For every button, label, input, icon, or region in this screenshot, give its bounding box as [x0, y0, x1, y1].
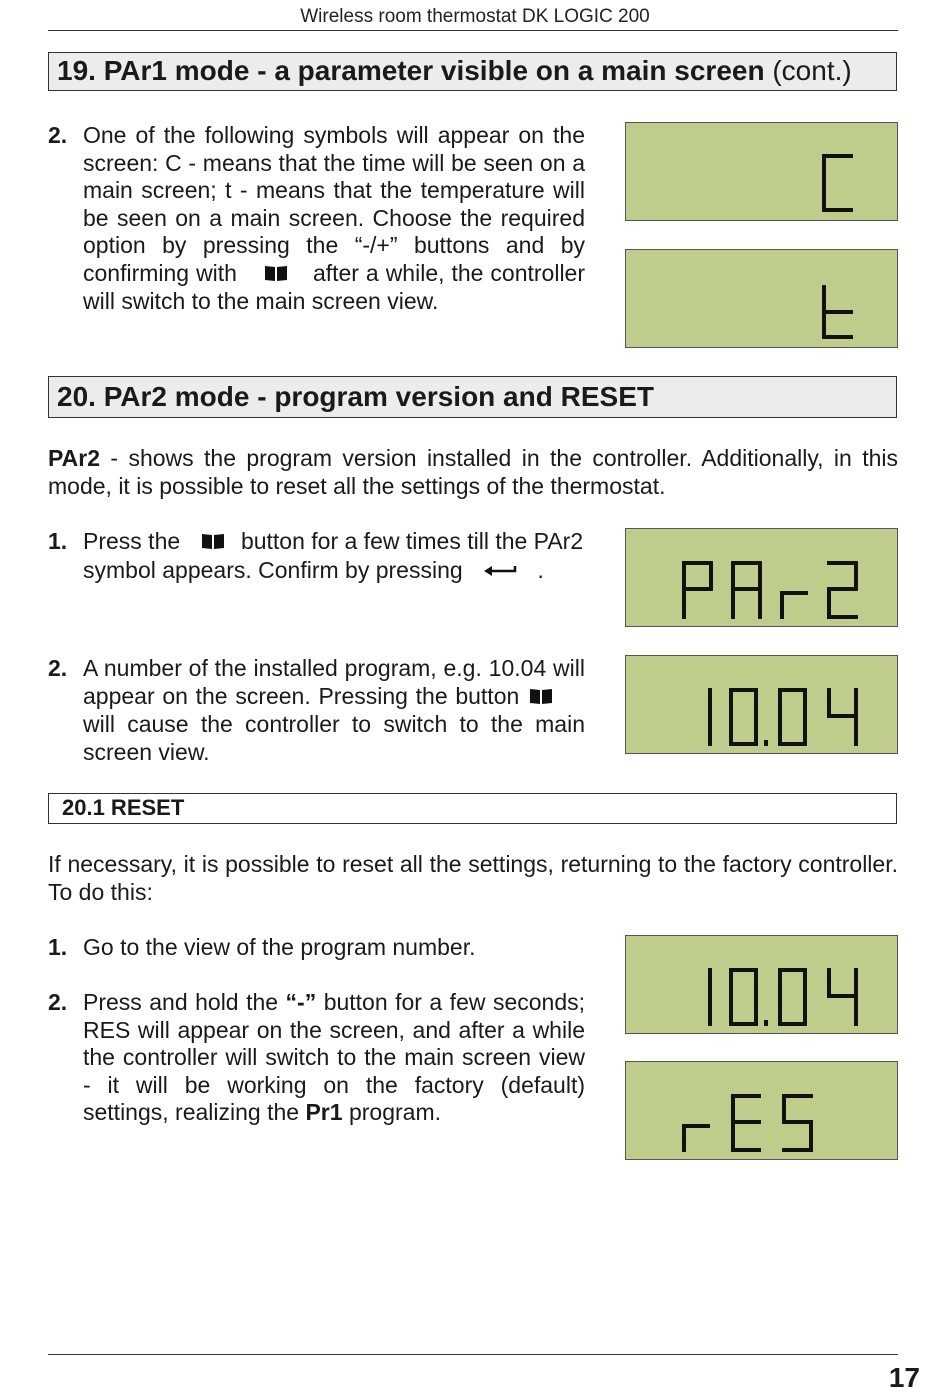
s19-step-2-text-b: after a while, the controller will switch to the main screen view.	[83, 259, 586, 315]
lcd-segments-par2	[626, 529, 899, 628]
lcd-segments-res	[626, 1062, 899, 1161]
section-19-title	[49, 53, 896, 89]
section-20-intro	[48, 445, 898, 500]
book-icon	[264, 261, 288, 289]
lcd-display-t	[625, 249, 898, 348]
minus-button-label: “-”	[285, 989, 317, 1015]
reset-step-2-text-c: program.	[348, 1099, 441, 1125]
s20-step-2-text	[83, 655, 585, 766]
lcd-display-reset-10-04	[625, 935, 898, 1034]
header-divider	[48, 30, 898, 31]
lcd-segments-10-04	[626, 656, 899, 755]
lcd-display-c	[625, 122, 898, 221]
book-icon	[201, 529, 225, 557]
s20-step-2-text-b: will cause the controller to switch to the main screen view.	[83, 711, 585, 765]
section-20-heading-box	[48, 376, 897, 418]
reset-step-2-text-a: Press and hold the	[83, 989, 279, 1015]
section-19-cont: (cont.)	[772, 55, 852, 86]
section-19-title-text: 19. PAr1 mode - a parameter visible on a main screen	[57, 55, 765, 86]
par2-description: - shows the program version installed in the controller. Additionally, in this mode, it is possible to reset all the settings of the thermostat.	[48, 445, 898, 499]
book-icon	[529, 684, 553, 712]
par2-term: PAr2	[48, 445, 100, 471]
subsection-20-1-title: 20.1 RESET	[62, 795, 185, 820]
s19-step-2-text-a: One of the following symbols will appear on the screen: C - means that the time will be seen on a main screen; t - means that the temperature will be seen on a main screen. Choose the required option by pressing the “-/+” buttons and by confirming with	[83, 122, 585, 286]
s20-step-1-number: 1.	[48, 528, 68, 554]
lcd-display-par2	[625, 528, 898, 627]
enter-arrow-icon	[483, 558, 517, 586]
reset-step-1-number: 1.	[48, 934, 68, 960]
s20-step-2-number: 2.	[48, 655, 68, 681]
lcd-segments-reset-10-04	[626, 936, 899, 1035]
reset-step-2-text	[83, 989, 585, 1127]
lcd-segments-c	[626, 123, 899, 222]
lcd-display-res	[625, 1061, 898, 1160]
s19-step-2-text	[83, 122, 585, 316]
section-19-heading-box	[48, 52, 897, 91]
s20-step-1-text-b: button for a few times till the PAr2 symbol appears. Confirm by pressing	[83, 528, 584, 583]
reset-step-2-text-b: button for a few seconds; RES will appear on the screen, and after a while the controller will switch to the main screen view - it will be working on the factory (default) settings, realizing the	[83, 989, 586, 1125]
s19-step-2-number: 2.	[48, 122, 68, 148]
reset-intro: If necessary, it is possible to reset all the settings, returning to the factory controller. To do this:	[48, 851, 898, 905]
footer-divider	[48, 1354, 898, 1355]
pr1-program-label: Pr1	[305, 1099, 343, 1125]
s20-step-1-text-a: Press the	[83, 528, 181, 554]
s20-step-1-text-c: .	[537, 556, 544, 583]
page-number: 17	[888, 1362, 920, 1393]
lcd-display-10-04	[625, 655, 898, 754]
s20-step-2-text-a: A number of the installed program, e.g. 10.04 will appear on the screen. Pressing the button	[83, 655, 585, 709]
lcd-segments-t	[626, 250, 899, 349]
reset-step-1-text: Go to the view of the program number.	[83, 934, 476, 960]
reset-step-2-number: 2.	[48, 989, 68, 1015]
subsection-20-1-box	[48, 793, 897, 824]
s20-step-1-text	[83, 528, 585, 585]
section-20-title: 20. PAr2 mode - program version and RESET	[57, 381, 654, 412]
document-header: Wireless room thermostat DK LOGIC 200	[300, 6, 650, 27]
